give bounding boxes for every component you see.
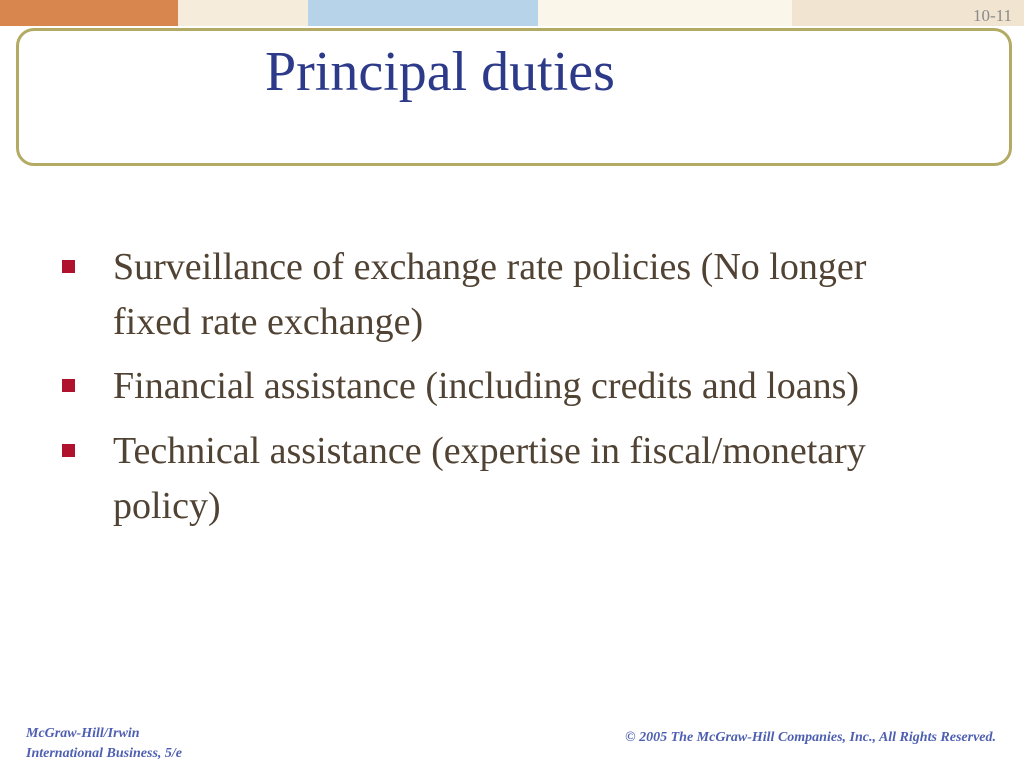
bullet-item bbox=[62, 240, 922, 349]
footer-copyright: © 2005 The McGraw-Hill Companies, Inc., All Rights Reserved. bbox=[625, 730, 996, 745]
bullet-text: Financial assistance (including credits and loans) bbox=[113, 365, 860, 408]
footer-book: International Business, 5/e bbox=[26, 745, 182, 761]
slide-title: Principal duties bbox=[265, 41, 615, 103]
top-stripe-cream bbox=[178, 0, 308, 26]
footer-publisher-block bbox=[26, 724, 182, 763]
bullet-text: Technical assistance (expertise in fiscal/monetary policy) bbox=[113, 430, 866, 527]
bullet-square-icon bbox=[62, 444, 75, 457]
footer-publisher: McGraw-Hill/Irwin bbox=[26, 726, 140, 741]
bullet-square-icon bbox=[62, 260, 75, 273]
bullet-item bbox=[62, 359, 922, 414]
top-stripe-blue bbox=[308, 0, 538, 26]
bullet-square-icon bbox=[62, 379, 75, 392]
bullet-list bbox=[62, 240, 922, 544]
top-stripe-light bbox=[538, 0, 792, 26]
bullet-text: Surveillance of exchange rate policies (No longer fixed rate exchange) bbox=[113, 246, 867, 343]
bullet-item bbox=[62, 424, 922, 533]
top-stripe-orange bbox=[0, 0, 178, 26]
slide-number: 10-11 bbox=[972, 6, 1012, 25]
